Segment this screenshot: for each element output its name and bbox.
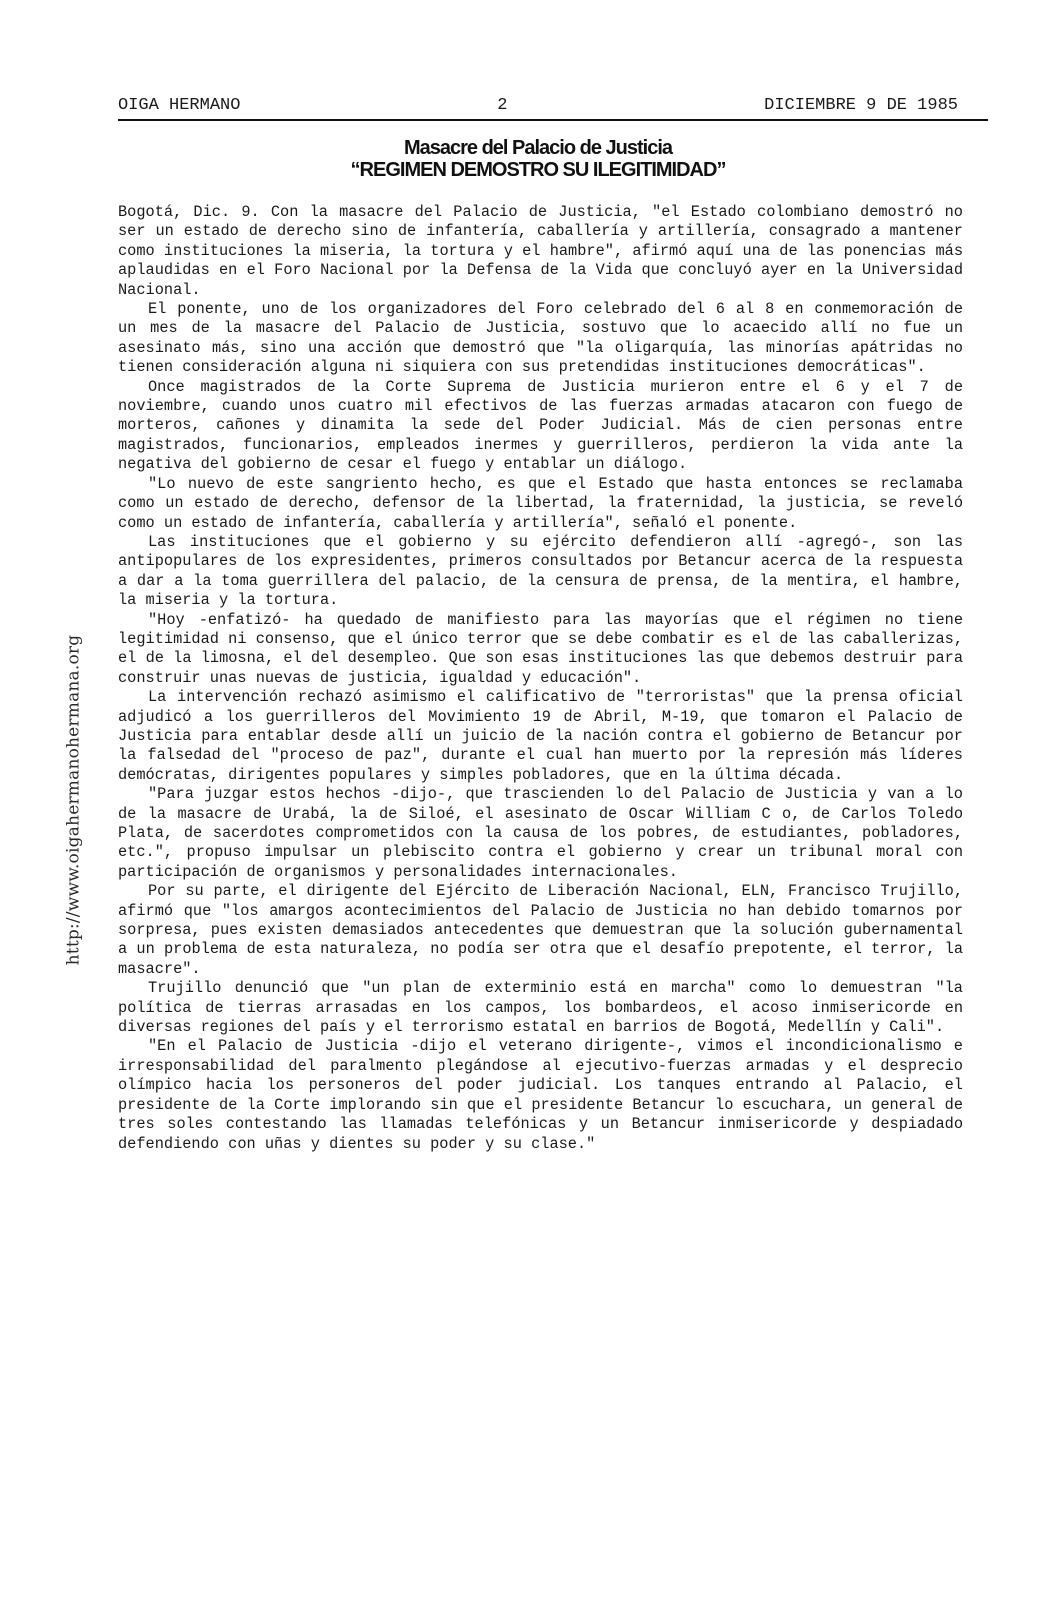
watermark-url-text: http://www.oigahermanohermana.org xyxy=(63,634,83,966)
header-rule xyxy=(118,119,988,121)
article-paragraph: Bogotá, Dic. 9. Con la masacre del Palacio de Justicia, "el Estado colombiano demostró no ser un estado de derecho sino de infantería, caballería y artillería, consagrado a mantener como instituciones la miseria, la tortura y el hambre", afirmó aquí una de las ponencias más aplaudidas en el Foro Nacional por la Defensa de la Vida que concluyó ayer en la Universidad Nacional. xyxy=(118,203,963,299)
article-paragraph: "Para juzgar estos hechos -dijo-, que trascienden lo del Palacio de Justicia y van a lo de la masacre de Urabá, la de Siloé, el asesinato de Oscar William C o, de Carlos Toledo Plata, de sacerdotes comprometidos con la causa de los pobres, de estudiantes, pobladores, etc.", propuso impulsar un plebiscito contra el gobierno y crear un tribunal moral con participación de organismos y personalidades internacionales. xyxy=(118,785,963,881)
article-paragraph: "En el Palacio de Justicia -dijo el veterano dirigente-, vimos el incondicionalismo e irresponsabilidad del paralmento plegándose al ejecutivo-fuerzas armadas y el desprecio olímpico hacia los personeros del poder judicial. Los tanques entrando al Palacio, el presidente de la Corte implorando sin que el presidente Betancur lo escuchara, un general de tres soles contestando las llamadas telefónicas y un Betancur inmisericorde y despiadado defendiendo con uñas y dientes su poder y su clase." xyxy=(118,1037,963,1153)
page-header xyxy=(118,96,958,119)
article-title-block xyxy=(118,137,958,181)
page-number: 2 xyxy=(497,96,508,115)
article-paragraph: Trujillo denunció que "un plan de exterminio está en marcha" como lo demuestran "la política de tierras arrasadas en los campos, los bombardeos, el acoso inmisericorde en diversas regiones del país y el terrorismo estatal en barrios de Bogotá, Medellín y Cali". xyxy=(118,979,963,1037)
side-watermark-url xyxy=(38,620,108,980)
article-paragraph: La intervención rechazó asimismo el calificativo de "terroristas" que la prensa oficial adjudicó a los guerrilleros del Movimiento 19 de Abril, M-19, que tomaron el Palacio de Justicia para entablar desde allí un juicio de la nación contra el gobierno de Betancur por la falsedad del "proceso de paz", durante el cual han muerto por la represión más líderes demócratas, dirigentes populares y simples pobladores, que en la última década. xyxy=(118,688,963,784)
newsletter-page xyxy=(118,96,963,1154)
issue-date: DICIEMBRE 9 DE 1985 xyxy=(764,96,958,115)
article-paragraph: El ponente, uno de los organizadores del Foro celebrado del 6 al 8 en conmemoración de un mes de la masacre del Palacio de Justicia, sostuvo que lo acaecido allí no fue un asesinato más, sino una acción que demostró que "la oligarquía, las minorías apátridas no tienen consideración alguna ni siquiera con sus pretendidas instituciones democráticas". xyxy=(118,300,963,377)
article-paragraph: "Lo nuevo de este sangriento hecho, es que el Estado que hasta entonces se reclamaba como un estado de derecho, defensor de la libertad, la fraternidad, la justicia, se reveló como un estado de infantería, caballería y artillería", señaló el ponente. xyxy=(118,474,963,532)
publication-name: OIGA HERMANO xyxy=(118,96,241,115)
article-headline: “REGIMEN DEMOSTRO SU ILEGITIMIDAD” xyxy=(350,159,726,181)
article-paragraph: Las instituciones que el gobierno y su ejército defendieron allí -agregó-, son las antipopulares de los expresidentes, primeros consultados por Betancur acerca de la respuesta a dar a la toma guerrillera del palacio, de la censura de prensa, de la mentira, el hambre, la miseria y la tortura. xyxy=(118,532,963,610)
article-kicker: Masacre del Palacio de Justicia xyxy=(403,137,673,159)
article-paragraph: "Hoy -enfatizó- ha quedado de manifiesto para las mayorías que el régimen no tiene legitimidad ni consenso, que el único terror que se debe combatir es el de las caballerizas, el de la limosna, el del desempleo. Que son esas instituciones las que debemos destruir para construir unas nuevas de justicia, igualdad y educación". xyxy=(118,610,963,687)
article-body xyxy=(118,203,963,1154)
article-paragraph: Once magistrados de la Corte Suprema de Justicia murieron entre el 6 y el 7 de noviembre, cuando unos cuatro mil efectivos de las fuerzas armadas atacaron con fuego de morteros, cañones y dinamita la sede del Poder Judicial. Más de cien personas entre magistrados, funcionarios, empleados inermes y guerrilleros, perdieron la vida ante la negativa del gobierno de cesar el fuego y entablar un diálogo. xyxy=(118,377,963,474)
article-paragraph: Por su parte, el dirigente del Ejército de Liberación Nacional, ELN, Francisco Trujillo, afirmó que "los amargos acontecimientos del Palacio de Justicia no han debido tomarnos por sorpresa, pues existen demasiados antecedentes que demuestran que la solución gubernamental a un problema de esta naturaleza, no podía ser otra que el desafío prepotente, el terror, la masacre". xyxy=(118,882,963,978)
